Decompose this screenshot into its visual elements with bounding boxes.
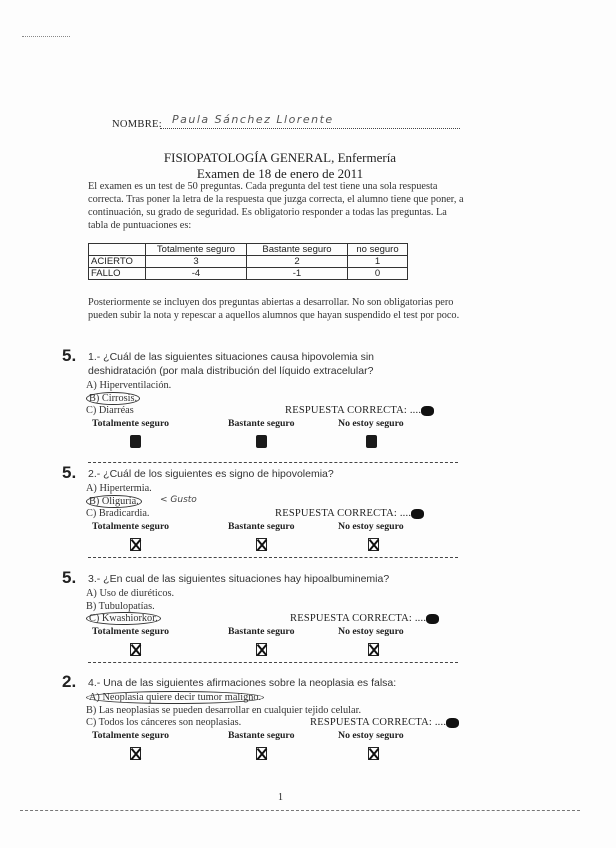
table-header [89,244,146,256]
question-separator [88,557,458,558]
score-table [88,243,408,280]
table-cell: FALLO [89,268,146,280]
answer-option-a[interactable] [86,588,174,599]
option-text: C) Diarréas [86,405,134,416]
table-cell: ACIERTO [89,256,146,268]
option-text: B) Oliguria. [86,495,142,508]
correct-answer-field [290,613,439,624]
confidence-label: No estoy seguro [338,730,404,741]
confidence-label: Bastante seguro [228,521,295,532]
answer-option-c[interactable] [86,717,241,728]
option-text: B) Tubulopatías. [86,600,155,612]
option-text: B) Cirrosis. [86,392,140,405]
confidence-label: Bastante seguro [228,418,295,429]
question-stem: 1.- ¿Cuál de las siguientes situaciones causa hipovolemia sin deshidratación (por mala distribución del líquido extracelular? [88,351,374,377]
question-separator [88,462,458,463]
table-cell: -1 [247,268,348,280]
confidence-label: No estoy seguro [338,626,404,637]
confidence-label: Totalmente seguro [92,418,170,429]
option-text: A) Neoplasia quiere decir tumor maligno. [86,691,264,704]
confidence-checkbox[interactable] [368,643,379,656]
bottom-rule [20,810,580,811]
option-text: C) Kwashiorkor. [86,612,161,625]
confidence-checkbox[interactable] [130,747,141,760]
exam-date: Examen de 18 de enero de 2011 [196,166,364,181]
answer-option-c[interactable] [86,508,149,519]
confidence-label: Bastante seguro [228,730,295,741]
option-text: A) Hiperventilación. [86,380,172,391]
question-stem: 2.- ¿Cuál de los siguientes es signo de hipovolemia? [88,468,334,480]
question-stem: 4.- Una de las siguientes afirmaciones sobre la neoplasia es falsa: [88,677,397,689]
correct-answer-label: RESPUESTA CORRECTA: .... [275,508,412,519]
answer-option-b[interactable] [86,705,361,716]
confidence-checkbox[interactable] [256,643,267,656]
answer-option-a[interactable] [86,483,152,494]
redacted-answer-blot [426,614,439,624]
confidence-label: Totalmente seguro [92,626,170,637]
confidence-checkbox[interactable] [256,538,267,551]
option-text: A) Hipertermia. [86,483,152,494]
option-text: C) Todos los cánceres son neoplasias. [86,717,242,728]
question-score: 5. [62,463,77,482]
redacted-answer-blot [421,406,434,416]
handwritten-note: < Gusto [160,495,197,505]
answer-option-b[interactable] [86,496,142,507]
exam-title: FISIOPATOLOGÍA GENERAL, Enfermería [163,150,397,165]
answer-option-c[interactable] [86,613,161,624]
redacted-answer-blot [446,718,459,728]
option-text: A) Uso de diuréticos. [86,588,175,599]
table-row [89,268,408,280]
answer-option-a[interactable] [86,380,171,391]
confidence-checkbox[interactable] [130,435,141,448]
correct-answer-field [310,717,459,728]
correct-answer-field [285,405,434,416]
name-line [160,128,460,129]
confidence-checkbox[interactable] [368,538,379,551]
confidence-checkbox[interactable] [368,747,379,760]
page-number: 1 [278,792,283,803]
option-text: C) Bradicardia. [86,508,150,519]
answer-option-a[interactable] [86,692,264,703]
scan-artifact [22,36,70,37]
confidence-label: Bastante seguro [228,626,295,637]
table-cell: 2 [247,256,348,268]
confidence-label: No estoy seguro [338,418,404,429]
open-questions-note: Posteriormente se incluyen dos preguntas abiertas a desarrollar. No son obligatorias pero pueden subir la nota y repescar a aquellos alumnos que hayan suspendido el test por poco. [88,297,460,321]
correct-answer-label: RESPUESTA CORRECTA: .... [290,613,427,624]
correct-answer-field [275,508,424,519]
correct-answer-label: RESPUESTA CORRECTA: .... [285,405,422,416]
table-cell: 3 [146,256,247,268]
question-score: 5. [62,346,77,365]
answer-option-b[interactable] [86,393,140,404]
table-cell: 0 [348,268,408,280]
confidence-checkbox[interactable] [130,643,141,656]
table-header: Totalmente seguro [146,244,247,256]
confidence-label: Totalmente seguro [92,521,170,532]
confidence-checkbox[interactable] [130,538,141,551]
question-score: 5. [62,568,77,587]
confidence-checkbox[interactable] [256,435,267,448]
option-text: B) Las neoplasias se pueden desarrollar en cualquier tejido celular. [86,704,362,716]
table-cell: -4 [146,268,247,280]
confidence-checkbox[interactable] [366,435,377,448]
confidence-checkbox[interactable] [256,747,267,760]
confidence-label: No estoy seguro [338,521,404,532]
answer-option-b[interactable] [86,601,155,612]
confidence-label: Totalmente seguro [92,730,170,741]
question-score: 2. [62,672,77,691]
redacted-answer-blot [411,509,424,519]
table-header-row [89,244,408,256]
answer-option-c[interactable] [86,405,134,416]
correct-answer-label: RESPUESTA CORRECTA: .... [310,717,447,728]
table-header: Bastante seguro [247,244,348,256]
table-cell: 1 [348,256,408,268]
instructions: El examen es un test de 50 preguntas. Cada pregunta del test tiene una sola respuesta correcta. Tras poner la letra de la respuesta que juzga correcta, el alumno tiene que poner, a continuación, su grado de seguridad. Es obligatorio responder a todas las preguntas. La tabla de puntuaciones es: [88,181,464,231]
table-row [89,256,408,268]
question-separator [88,662,458,663]
student-name-handwritten: Paula Sánchez Llorente [172,113,334,126]
question-stem: 3.- ¿En cual de las siguientes situaciones hay hipoalbuminemia? [88,573,390,585]
table-header: no seguro [348,244,408,256]
name-label: NOMBRE: [112,119,162,130]
